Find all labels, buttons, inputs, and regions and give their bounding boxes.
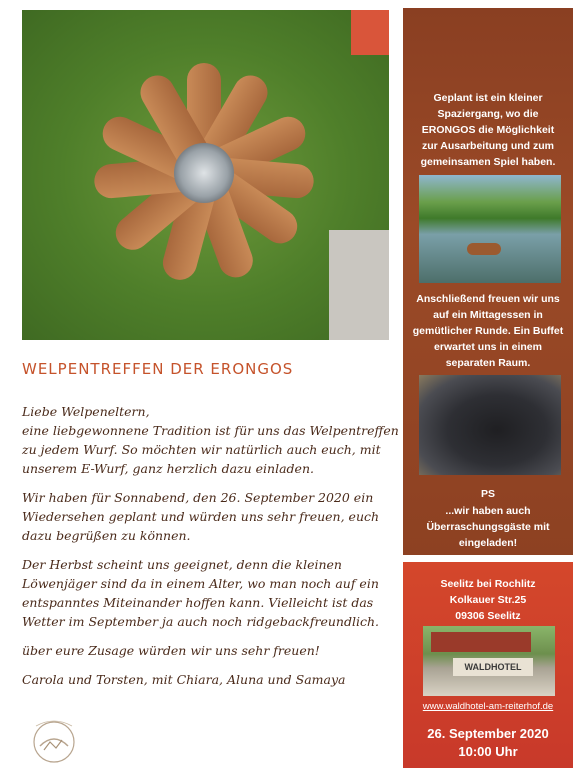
puppies-photo [22, 10, 389, 340]
kennel-logo-icon [26, 712, 82, 768]
ps-text: ...wir haben auch Überraschungsgäste mit eingeladen! [426, 505, 550, 549]
hotel-roof [431, 632, 531, 652]
signature: Carola und Torsten, mit Chiara, Aluna und Samaya [22, 672, 346, 687]
greeting: Liebe Welpeneltern, [22, 404, 150, 419]
location-line-1: Seelitz bei Rochlitz [440, 578, 536, 590]
location-line-3: 09306 Seelitz [455, 610, 521, 622]
sidebar-info-panel [403, 8, 573, 555]
ps-label: PS [480, 488, 495, 500]
paragraph-1: eine liebgewonnene Tradition ist für uns das Welpentreffen zu jedem Wurf. So möchten wir natürlich auch euch, mit unserem E-Wurf, ganz herzlich dazu einladen. [22, 423, 399, 476]
paragraph-2: Wir haben für Sonnabend, den 26. September 2020 ein Wiedersehen geplant und würden uns sehr freuen, euch dazu begrüßen zu können. [22, 490, 380, 543]
walk-text: Geplant ist ein kleiner Spaziergang, wo die ERONGOS die Möglichkeit zur Ausarbeitung und zum gemeinsamen Spiel haben. [420, 92, 556, 168]
dog-in-lake [467, 243, 501, 255]
concrete-detail [329, 230, 389, 340]
location-panel [403, 562, 573, 768]
lunch-text: Anschließend freuen wir uns auf ein Mittagessen in gemütlicher Runde. Ein Buffet erwartet uns in einem separaten Raum. [412, 293, 564, 369]
hotel-website-link[interactable]: www.waldhotel-am-reiterhof.de [422, 701, 554, 712]
page-title: WELPENTREFFEN DER ERONGOS [22, 360, 294, 378]
hotel-sign: WALDHOTEL [453, 658, 533, 676]
food-bowl [174, 143, 234, 203]
location-line-2: Kolkauer Str.25 [449, 594, 527, 606]
paragraph-4: über eure Zusage würden wir uns sehr freuen! [22, 643, 320, 658]
event-date: 26. September 2020 [427, 726, 549, 741]
letter-body [22, 402, 402, 699]
paragraph-3: Der Herbst scheint uns geeignet, denn die kleinen Löwenjäger sind da in einem Alter, wo man noch auf ein entspanntes Miteinander hoffen kann. Vielleicht ist das Wetter im September ja auch noch ridgebackfreundlich. [22, 557, 379, 629]
lake-photo [419, 175, 561, 283]
tarp-detail [351, 10, 389, 55]
hotel-photo [423, 626, 555, 696]
event-time: 10:00 Uhr [458, 744, 518, 759]
dog-nose-photo [419, 375, 561, 475]
